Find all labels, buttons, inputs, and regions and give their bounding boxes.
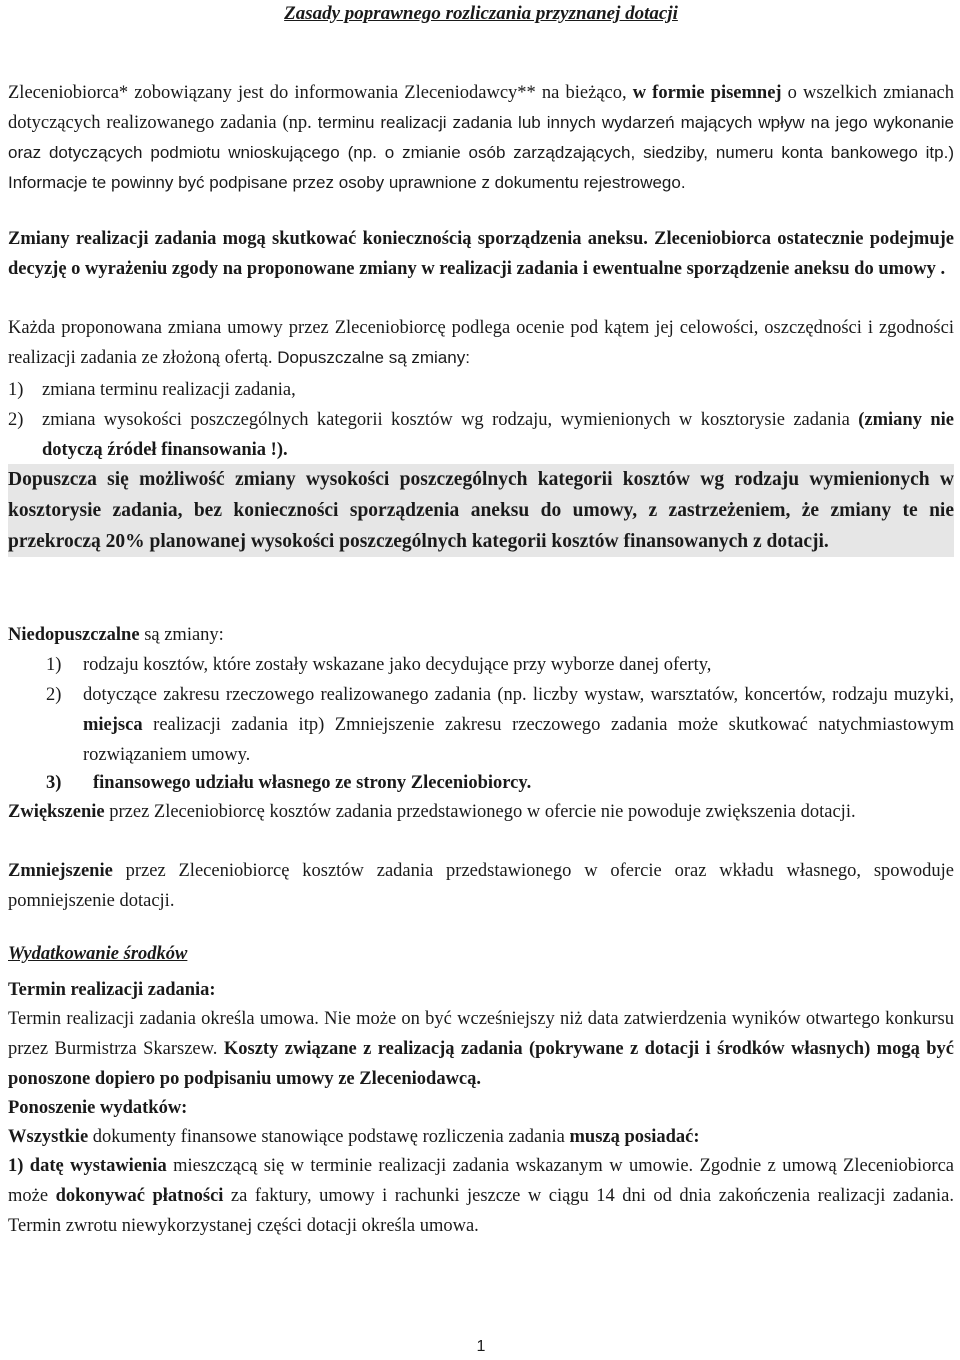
- bold-text: dokonywać płatności: [55, 1186, 224, 1206]
- text: realizacji zadania itp) Zmniejszenie zakresu rzeczowego zadania może skutkować natychmiastowym rozwiązaniem umowy.: [83, 715, 954, 765]
- bold-text: Zwiększenie: [8, 802, 105, 822]
- bold-text: miejsca: [83, 715, 143, 735]
- text: o wszelkich zmianach dotyczących realizowanego zadania (np.: [8, 83, 954, 133]
- list-item: [83, 680, 954, 770]
- text: Każda proponowana zmiana umowy przez Zleceniobiorcę podlega ocenie pod kątem jej celowości, oszczędności i zgodności realizacji zadania ze złożoną ofertą.: [8, 318, 954, 368]
- not-allowed-lead: [8, 620, 954, 650]
- bold-text: 1) datę wystawienia: [8, 1156, 167, 1176]
- paragraph-notification: [8, 78, 954, 198]
- text: terminu realizacji zadania lub innych wydarzeń mających wpływ na jego wykonanie oraz dotyczących podmiotu wnioskującego (np. o zmianie osób zarządzających, siedziby, numeru konta bankowego itp.): [8, 113, 954, 162]
- paragraph-annex: [8, 224, 954, 284]
- bold-text: Ponoszenie wydatków:: [8, 1098, 188, 1118]
- heading-text: Wydatkowanie środków: [8, 944, 188, 964]
- list-number: 2): [46, 685, 62, 705]
- bold-text: Niedopuszczalne: [8, 625, 140, 645]
- bold-text: Zmniejszenie: [8, 861, 113, 881]
- bold-text: muszą posiadać:: [569, 1127, 700, 1147]
- text: Zleceniobiorca* zobowiązany jest do informowania Zleceniodawcy** na bieżąco,: [8, 83, 633, 103]
- subheading-expenses: [8, 1093, 954, 1123]
- paragraph-issue-date: [8, 1151, 954, 1241]
- text: Informacje te powinny być podpisane przez osoby uprawnione z dokumentu rejestrowego.: [8, 173, 686, 192]
- text: przez Zleceniobiorcę kosztów zadania przedstawionego w ofercie nie powoduje zwiększenia dotacji.: [104, 802, 856, 822]
- text: przez Zleceniobiorcę kosztów zadania przedstawionego w ofercie oraz wkładu własnego, spowoduje pomniejszenie dotacji.: [8, 861, 954, 911]
- list-item: [42, 405, 954, 465]
- text: Dopuszczalne są zmiany:: [272, 348, 470, 367]
- bold-text: Termin realizacji zadania:: [8, 980, 216, 1000]
- list-item: finansowego udziału własnego ze strony Zleceniobiorcy.: [93, 773, 532, 793]
- text: są zmiany:: [139, 625, 224, 645]
- text: zmiana wysokości poszczególnych kategorii kosztów wg rodzaju, wymienionych w kosztorysie zadania: [42, 410, 859, 430]
- bold-text: w formie pisemnej: [632, 83, 782, 103]
- bold-text: Wszystkie: [8, 1127, 89, 1147]
- bold-text: Zmiany realizacji zadania mogą skutkować koniecznością sporządzenia aneksu. Zleceniobiorca ostatecznie podejmuje decyzję o wyrażeniu zgody na proponowane zmiany w realizacji zadania i ewentualne sporządzenie aneksu do umowy .: [8, 229, 954, 279]
- list-item: zmiana terminu realizacji zadania,: [42, 380, 296, 400]
- paragraph-evaluation: [8, 313, 954, 373]
- list-number: 3): [46, 773, 62, 793]
- list-item: rodzaju kosztów, które zostały wskazane jako decydujące przy wyborze danej oferty,: [83, 655, 712, 675]
- text: dokumenty finansowe stanowiące podstawę rozliczenia zadania: [88, 1127, 570, 1147]
- subheading-term: [8, 975, 954, 1005]
- text: dotyczące zakresu rzeczowego realizowanego zadania (np. liczby wystaw, warsztatów, koncertów, rodzaju muzyki,: [83, 685, 954, 705]
- paragraph-increase: [8, 797, 954, 827]
- text: za faktury, umowy i rachunki jeszcze w ciągu 14 dni od dnia zakończenia realizacji zadania. Termin zwrotu niewykorzystanej części dotacji określa umowa.: [8, 1186, 955, 1236]
- page-title: Zasady poprawnego rozliczania przyznanej dotacji: [284, 3, 678, 24]
- text: Termin realizacji zadania określa umowa. Nie może on być wcześniejszy niż data zatwierdzenia wyników otwartego konkursu przez Burmistrza Skarszew.: [8, 1009, 954, 1059]
- list-number: 2): [8, 410, 24, 430]
- text: mieszczącą się w terminie realizacji zadania wskazanym w umowie. Zgodnie z umową Zleceniobiorca może: [8, 1156, 954, 1206]
- bold-text: (zmiany nie dotyczą źródeł finansowania !).: [42, 410, 954, 460]
- list-number: 1): [8, 380, 24, 400]
- paragraph-term: [8, 1004, 954, 1094]
- section-heading: [8, 939, 954, 969]
- page-number: 1: [476, 1338, 486, 1355]
- paragraph-decrease: [8, 856, 954, 916]
- list-number: 1): [46, 655, 62, 675]
- highlighted-rule: Dopuszcza się możliwość zmiany wysokości poszczególnych kategorii kosztów wg rodzaju wymienionych w kosztorysie zadania, bez konieczności sporządzenia aneksu do umowy, z zastrzeżeniem, że zmiany te nie przekroczą 20% planowanej wysokości poszczególnych kategorii kosztów finansowanych z dotacji.: [8, 464, 954, 557]
- paragraph-documents: [8, 1122, 954, 1152]
- bold-text: Koszty związane z realizacją zadania (pokrywane z dotacji i środków własnych) mogą być ponoszone dopiero po podpisaniu umowy ze Zleceniodawcą.: [8, 1039, 955, 1089]
